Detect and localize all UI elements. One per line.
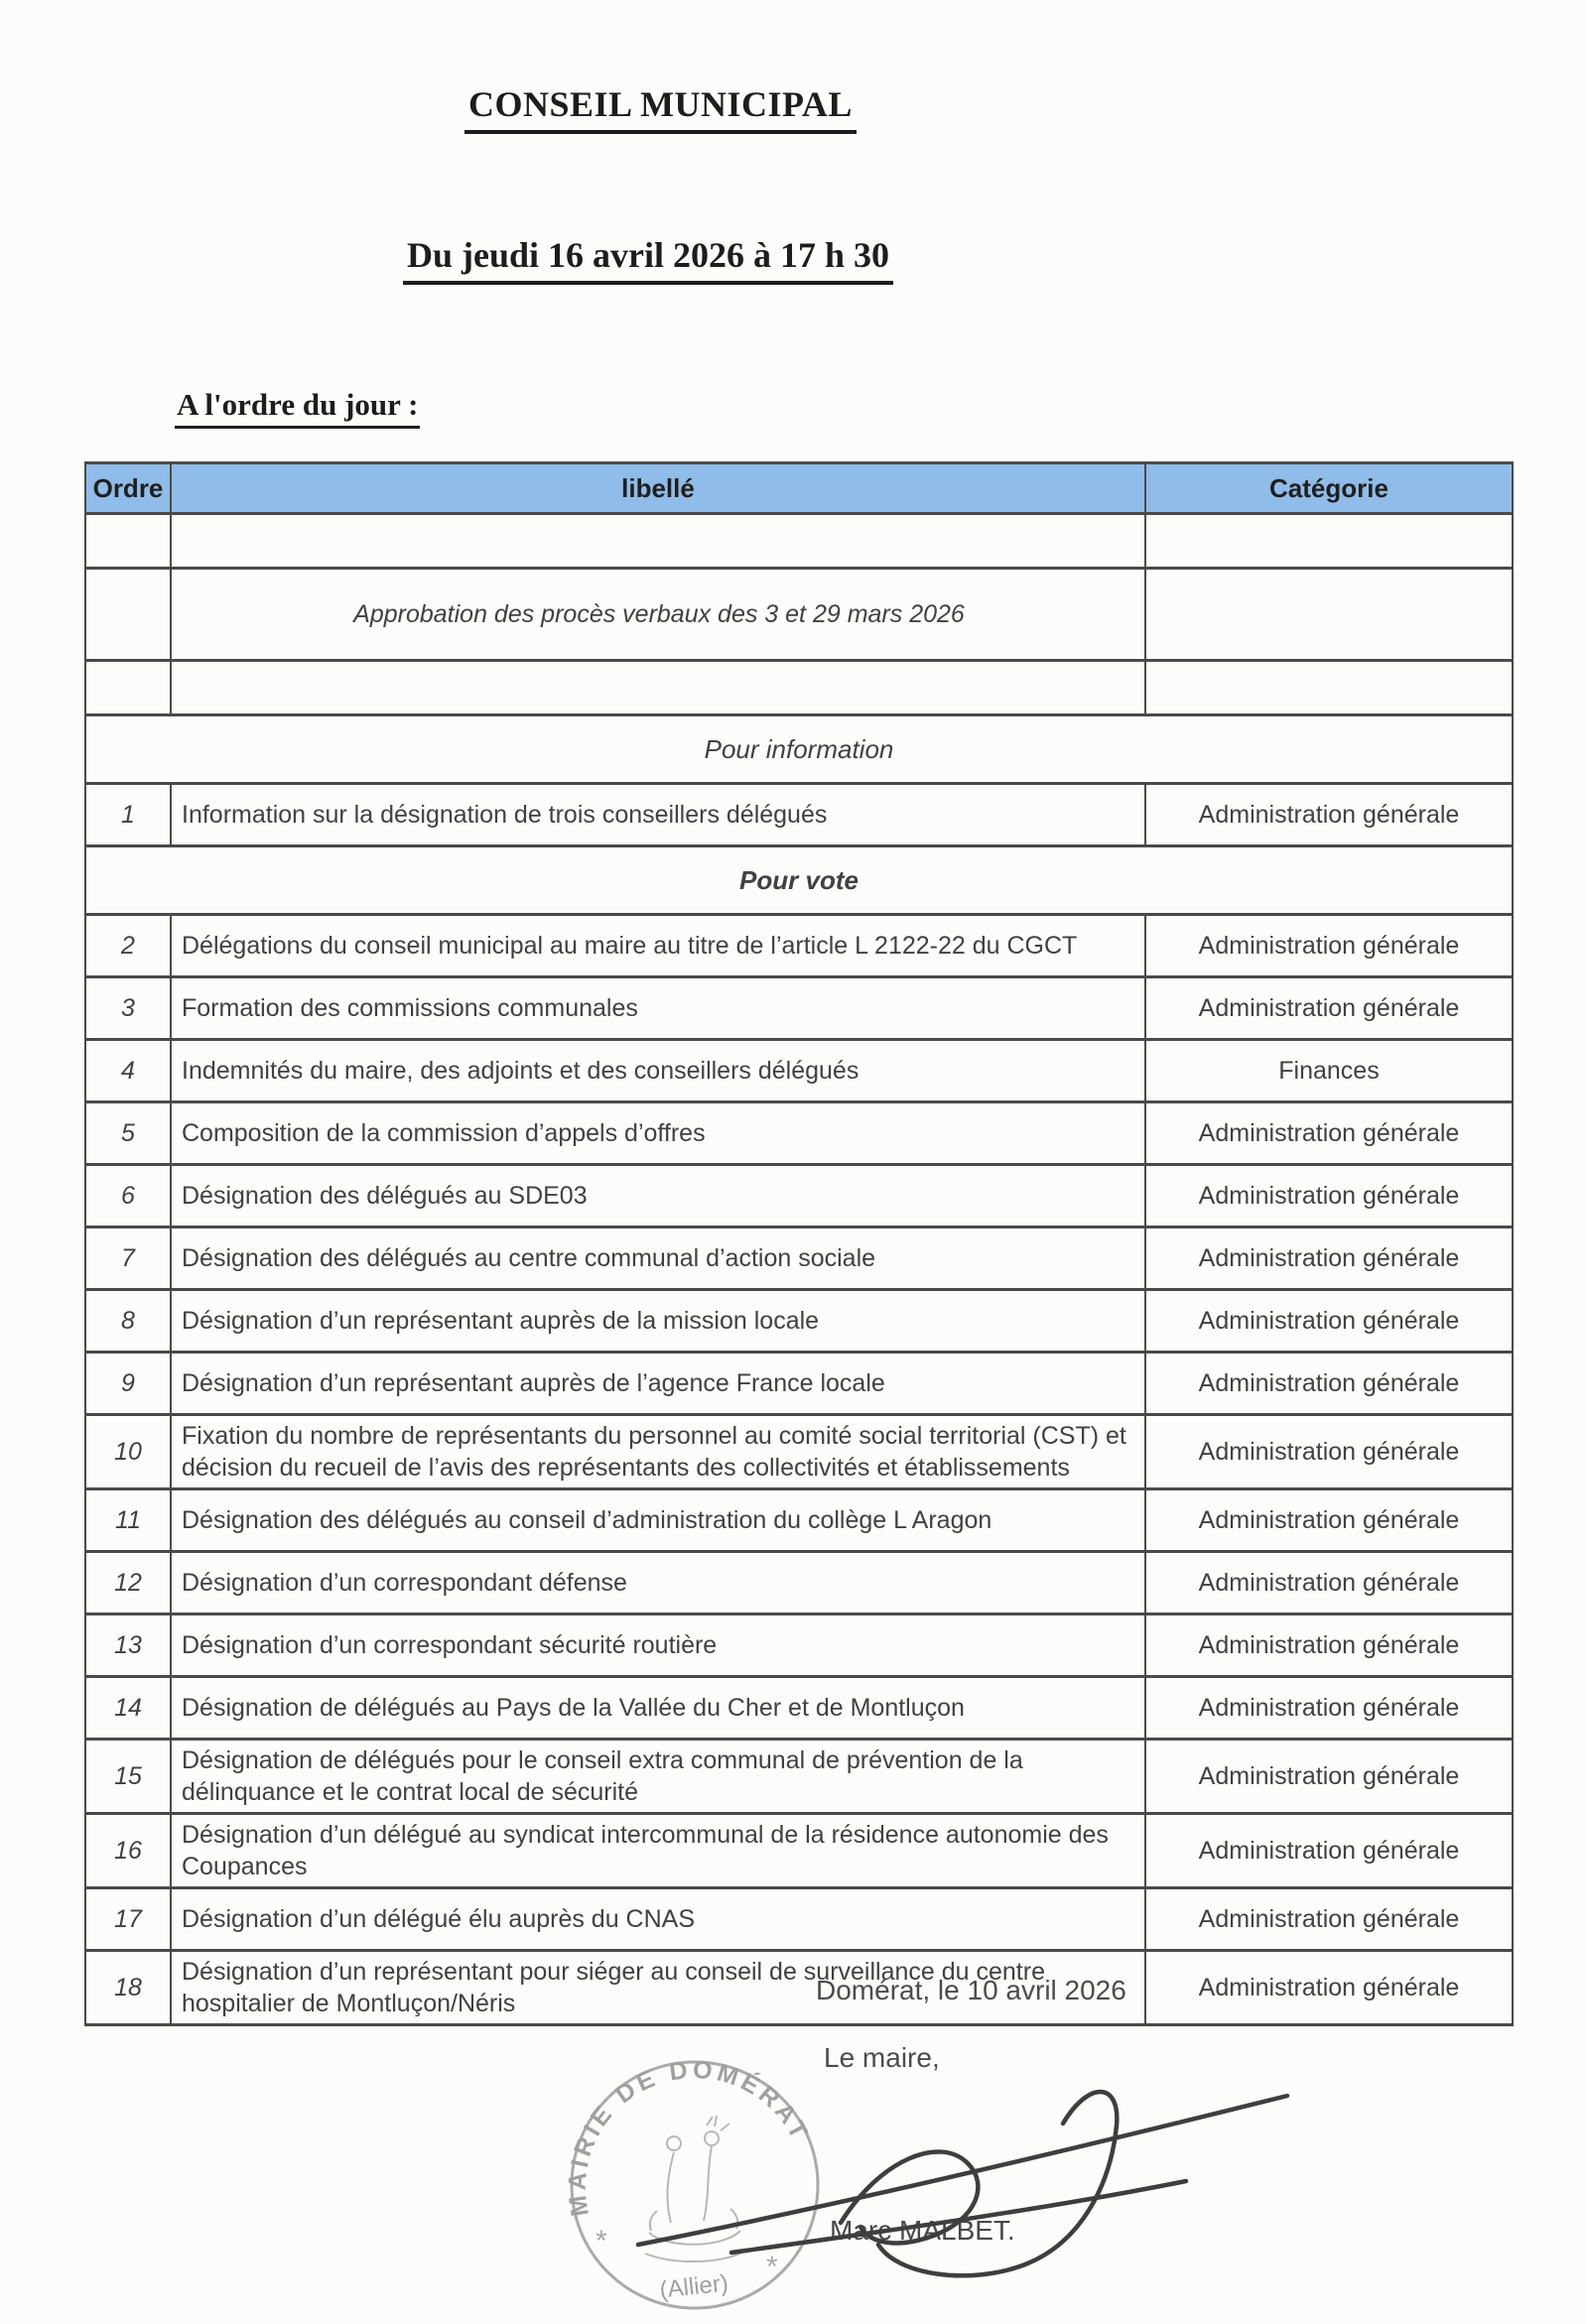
categorie-cell: Administration générale <box>1145 1165 1513 1227</box>
table-row <box>85 1740 1513 1814</box>
table-row <box>85 1290 1513 1353</box>
table-row <box>85 1677 1513 1740</box>
table-header-row <box>85 463 1513 514</box>
section-row <box>85 715 1513 784</box>
libelle-cell: Désignation d’un correspondant sécurité routière <box>171 1614 1145 1677</box>
categorie-cell <box>1145 569 1513 661</box>
table-row <box>85 1489 1513 1552</box>
categorie-cell: Administration générale <box>1145 1740 1513 1814</box>
table-row <box>85 1040 1513 1102</box>
ordre-cell <box>85 514 171 569</box>
categorie-cell: Finances <box>1145 1040 1513 1102</box>
ordre-cell: 11 <box>85 1489 171 1552</box>
categorie-cell: Administration générale <box>1145 977 1513 1040</box>
ordre-cell: 8 <box>85 1290 171 1353</box>
table-row <box>85 977 1513 1040</box>
ordre-cell: 17 <box>85 1888 171 1951</box>
libelle-cell: Information sur la désignation de trois conseillers délégués <box>171 784 1145 846</box>
libelle-cell: Composition de la commission d’appels d’offres <box>171 1102 1145 1165</box>
table-row <box>85 1614 1513 1677</box>
categorie-cell: Administration générale <box>1145 1415 1513 1489</box>
libelle-cell: Désignation d’un représentant auprès de l’agence France locale <box>171 1353 1145 1415</box>
categorie-cell: Administration générale <box>1145 784 1513 846</box>
signer-name: Marc MALBET. <box>830 2215 1015 2246</box>
libelle-cell: Formation des commissions communales <box>171 977 1145 1040</box>
table-row <box>85 1888 1513 1951</box>
libelle-cell: Désignation de délégués au Pays de la Vallée du Cher et de Montluçon <box>171 1677 1145 1740</box>
signer-title: Le maire, <box>824 2042 940 2073</box>
ordre-cell: 2 <box>85 915 171 977</box>
libelle-cell: Indemnités du maire, des adjoints et des conseillers délégués <box>171 1040 1145 1102</box>
col-header-categorie: Catégorie <box>1145 463 1513 514</box>
ordre-cell: 1 <box>85 784 171 846</box>
libelle-cell: Désignation des délégués au centre communal d’action sociale <box>171 1227 1145 1290</box>
ordre-cell: 18 <box>85 1951 171 2025</box>
ordre-cell: 9 <box>85 1353 171 1415</box>
ordre-cell: 4 <box>85 1040 171 1102</box>
categorie-cell: Administration générale <box>1145 1353 1513 1415</box>
ordre-cell: 12 <box>85 1552 171 1614</box>
categorie-cell: Administration générale <box>1145 1227 1513 1290</box>
stamp-bottom-text: (Allier) <box>658 2269 730 2304</box>
ordre-cell: 10 <box>85 1415 171 1489</box>
categorie-cell: Administration générale <box>1145 1951 1513 2025</box>
stamp-star-left: * <box>595 2225 607 2258</box>
libelle-cell: Désignation de délégués pour le conseil extra communal de prévention de la délinquance et le contrat local de sécurité <box>171 1740 1145 1814</box>
libelle-cell: Approbation des procès verbaux des 3 et 29 mars 2026 <box>171 569 1145 661</box>
table-row <box>85 514 1513 569</box>
table-row <box>85 1165 1513 1227</box>
libelle-cell: Délégations du conseil municipal au maire au titre de l’article L 2122-22 du CGCT <box>171 915 1145 977</box>
table-row <box>85 1415 1513 1489</box>
categorie-cell <box>1145 661 1513 715</box>
categorie-cell: Administration générale <box>1145 1102 1513 1165</box>
categorie-cell: Administration générale <box>1145 1489 1513 1552</box>
table-row <box>85 1353 1513 1415</box>
agenda-table <box>84 461 1514 2026</box>
table-row <box>85 1227 1513 1290</box>
ordre-cell <box>85 569 171 661</box>
libelle-cell: Fixation du nombre de représentants du personnel au comité social territorial (CST) et décision du recueil de l’avis des représentants des collectivités et établissements <box>171 1415 1145 1489</box>
categorie-cell: Administration générale <box>1145 915 1513 977</box>
categorie-cell: Administration générale <box>1145 1290 1513 1353</box>
libelle-cell <box>171 661 1145 715</box>
categorie-cell: Administration générale <box>1145 1614 1513 1677</box>
ordre-cell: 16 <box>85 1814 171 1888</box>
session-date-title: Du jeudi 16 avril 2026 à 17 h 30 <box>403 234 893 285</box>
libelle-cell <box>171 514 1145 569</box>
categorie-cell: Administration générale <box>1145 1677 1513 1740</box>
ordre-cell: 6 <box>85 1165 171 1227</box>
stamp-arc-text: MAIRIE DE DOMÉRAT <box>563 2055 815 2219</box>
libelle-cell: Désignation des délégués au SDE03 <box>171 1165 1145 1227</box>
col-header-libelle: libellé <box>171 463 1145 514</box>
ordre-cell: 5 <box>85 1102 171 1165</box>
table-row <box>85 915 1513 977</box>
table-row <box>85 784 1513 846</box>
page-title: CONSEIL MUNICIPAL <box>464 83 857 134</box>
ordre-cell: 14 <box>85 1677 171 1740</box>
col-header-ordre: Ordre <box>85 463 171 514</box>
libelle-cell: Désignation d’un correspondant défense <box>171 1552 1145 1614</box>
agenda-heading: A l'ordre du jour : <box>175 387 420 429</box>
place-and-date: Domérat, le 10 avril 2026 <box>816 1975 1126 2005</box>
categorie-cell: Administration générale <box>1145 1552 1513 1614</box>
ordre-cell: 3 <box>85 977 171 1040</box>
categorie-cell: Administration générale <box>1145 1888 1513 1951</box>
table-row <box>85 1552 1513 1614</box>
libelle-cell: Désignation d’un représentant auprès de la mission locale <box>171 1290 1145 1353</box>
section-label: Pour information <box>85 715 1513 784</box>
ordre-cell: 7 <box>85 1227 171 1290</box>
stamp-star-right: * <box>766 2251 778 2283</box>
table-row <box>85 1102 1513 1165</box>
ordre-cell <box>85 661 171 715</box>
table-row <box>85 1814 1513 1888</box>
mayor-signature <box>591 2066 1325 2294</box>
categorie-cell: Administration générale <box>1145 1814 1513 1888</box>
table-row <box>85 1951 1513 2025</box>
libelle-cell: Désignation des délégués au conseil d’administration du collège L Aragon <box>171 1489 1145 1552</box>
libelle-cell: Désignation d’un représentant pour siéger au conseil de surveillance du centre hospitalier de Montluçon/Néris <box>171 1951 1145 2025</box>
table-row <box>85 569 1513 661</box>
section-row <box>85 846 1513 915</box>
libelle-cell: Désignation d’un délégué élu auprès du CNAS <box>171 1888 1145 1951</box>
ordre-cell: 15 <box>85 1740 171 1814</box>
ordre-cell: 13 <box>85 1614 171 1677</box>
categorie-cell <box>1145 514 1513 569</box>
table-row <box>85 661 1513 715</box>
section-label: Pour vote <box>85 846 1513 915</box>
libelle-cell: Désignation d’un délégué au syndicat intercommunal de la résidence autonomie des Coupances <box>171 1814 1145 1888</box>
